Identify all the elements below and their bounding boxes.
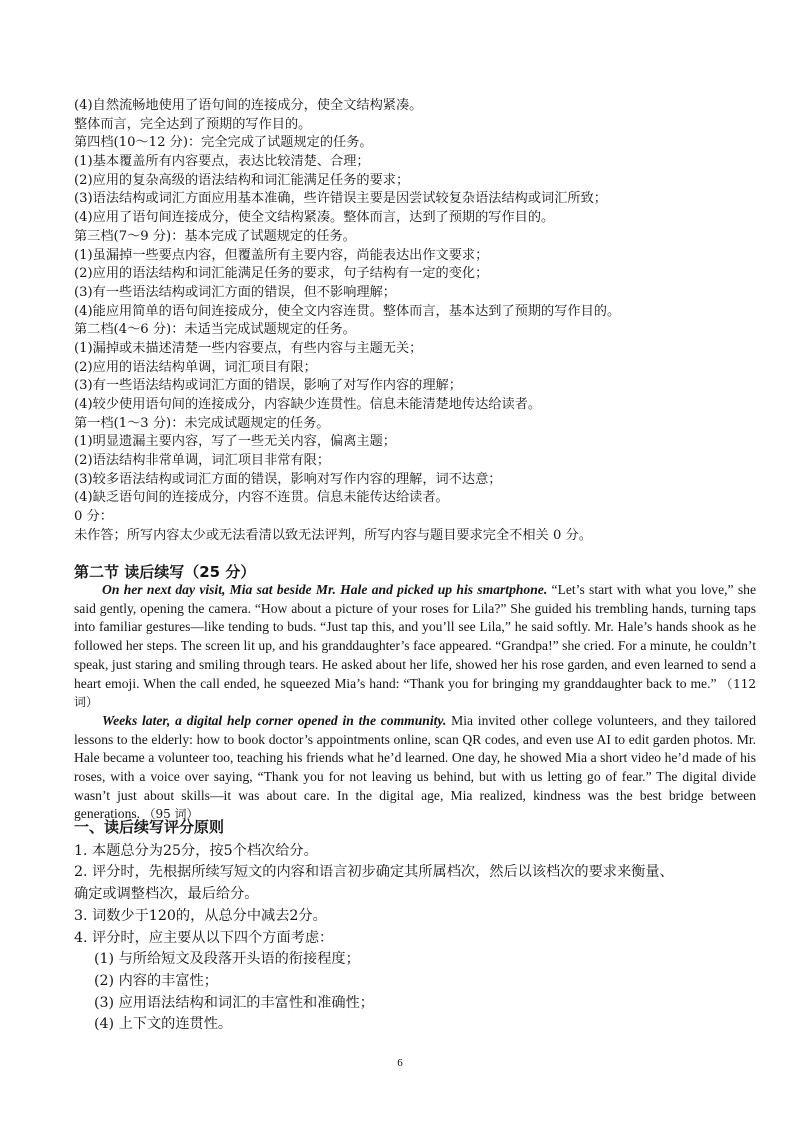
rubric-line: (4)能应用简单的语句间连接成分，使全文内容连贯。整体而言，基本达到了预期的写作目的。 — [74, 303, 621, 319]
principle-subitem: (3) 应用语法结构和词汇的丰富性和准确性； — [94, 994, 374, 1011]
rubric-line: (2)应用的语法结构单调，词汇项目有限； — [74, 359, 317, 375]
rubric-line: 第二档(4～6 分)：未适当完成试题规定的任务。 — [74, 322, 356, 338]
continuation-essay — [74, 581, 756, 824]
principle-line: 2. 评分时，先根据所续写短文的内容和语言初步确定其所属档次，然后以该档次的要求来衡量、 — [74, 864, 674, 881]
rubric-line: (4)自然流畅地使用了语句间的连接成分，使全文结构紧凑。 — [74, 98, 423, 113]
rubric-line: (4)较少使用语句间的连接成分，内容缺少连贯性。信息未能清楚地传达给读者。 — [74, 397, 542, 412]
rubric-line: 整体而言，完全达到了预期的写作目的。 — [74, 116, 312, 132]
principles-list — [74, 841, 758, 950]
rubric-line: 未作答；所写内容太少或无法看清以致无法评判，所写内容与题目要求完全不相关 0 分。 — [74, 527, 592, 543]
paragraph1-word-count: （112 词） — [74, 676, 756, 710]
paragraph1-lead-sentence: On her next day visit, Mia sat beside Mr. Hale and picked up his smartphone. — [102, 582, 548, 597]
essay-paragraph-1 — [74, 581, 756, 712]
paragraph2-body: Mia invited other college volunteers, and they tailored lessons to the elderly: how to book doctor’s appointments online, scan QR codes, and even use AI to edit garden photos. Mr. Hale became a volunteer too, teaching his friends what he’d learned. One day, he showed Mia a short video he’d made of his roses, with a voice over saying, “Thank you for not leaving us behind, but with us letting go of fear.” The digital divide wasn’t just about skills—it was about care. In the digital age, Mia realized, kindness was the best bridge between generations. — [74, 712, 756, 822]
principle-subitem: (1) 与所给短文及段落开头语的衔接程度； — [94, 951, 360, 968]
principle-subitem: (4) 上下文的连贯性。 — [94, 1016, 233, 1033]
paragraph2-word-count: （95 词） — [143, 807, 199, 822]
scoring-rubric — [74, 97, 754, 546]
rubric-line: (1)明显遗漏主要内容，写了一些无关内容，偏离主题； — [74, 434, 396, 450]
essay-paragraph-2 — [74, 712, 756, 824]
principle-line: 1. 本题总分为25分，按5个档次给分。 — [74, 842, 318, 859]
rubric-line: 第一档(1～3 分)：未完成试题规定的任务。 — [74, 415, 330, 431]
rubric-line: (1)漏掉或未描述清楚一些内容要点，有些内容与主题无关； — [74, 340, 423, 356]
rubric-line: 0 分： — [74, 509, 113, 525]
rubric-line: (4)缺乏语句间的连接成分，内容不连贯。信息未能传达给读者。 — [74, 490, 449, 506]
rubric-line: (3)有一些语法结构或词汇方面的错误，影响了对写作内容的理解； — [74, 378, 462, 394]
principle-line: 3. 词数少于120的，从总分中减去2分。 — [74, 907, 327, 924]
page-number: 6 — [397, 1057, 403, 1069]
rubric-line: (3)有一些语法结构或词汇方面的错误，但不影响理解； — [74, 284, 396, 300]
rubric-line: 第四档(10～12 分)：完全完成了试题规定的任务。 — [74, 135, 373, 151]
section2-title: 第二节 读后续写（25 分） — [74, 563, 256, 581]
principle-line: 确定或调整档次，最后给分。 — [74, 886, 259, 903]
rubric-line: (3)语法结构或词汇方面应用基本准确，些许错误主要是因尝试较复杂语法结构或词汇所致； — [74, 191, 607, 207]
principles-title: 一、读后续写评分原则 — [74, 818, 225, 836]
principles-sublist — [74, 949, 758, 1036]
paragraph1-body: “Let’s start with what you love,” she said gently, opening the camera. “How about a picture of your roses for Lila?” She guided his trembling hands, turning taps into familiar gestures—like tending to buds. “Just tap this, and you’ll see Lila,” he said softly. Mr. Hale’s hands shook as he followed her steps. The screen lit up, and his granddaughter’s face appeared. “Grandpa!” she cried. For a minute, he couldn’t speak, just staring and smiling through tears. He asked about her life, showed her his rose garden, and even learned to send a heart emoji. When the call ended, he squeezed Mia’s hand: “Thank you for bringing my granddaughter back to me.” — [74, 582, 756, 691]
rubric-line: (2)语法结构非常单调，词汇项目非常有限； — [74, 453, 331, 469]
rubric-line: (4)应用了语句间连接成分，使全文结构紧凑。整体而言，达到了预期的写作目的。 — [74, 210, 555, 226]
scoring-principles — [74, 817, 758, 1036]
rubric-line: (1)虽漏掉一些要点内容，但覆盖所有主要内容，尚能表达出作文要求； — [74, 247, 489, 263]
principle-subitem: (2) 内容的丰富性； — [94, 972, 218, 989]
principle-line: 4. 评分时，应主要从以下四个方面考虑： — [74, 929, 334, 946]
rubric-line: (2)应用的语法结构和词汇能满足任务的要求，句子结构有一定的变化； — [74, 266, 489, 282]
paragraph2-lead-sentence: Weeks later, a digital help corner opened in the community. — [102, 712, 447, 728]
rubric-line: 第三档(7～9 分)：基本完成了试题规定的任务。 — [74, 228, 356, 244]
rubric-line: (1)基本覆盖所有内容要点，表达比较清楚、合理； — [74, 154, 370, 170]
rubric-line: (3)较多语法结构或词汇方面的错误，影响对写作内容的理解，词不达意； — [74, 471, 502, 487]
rubric-line: (2)应用的复杂高级的语法结构和词汇能满足任务的要求； — [74, 172, 410, 188]
